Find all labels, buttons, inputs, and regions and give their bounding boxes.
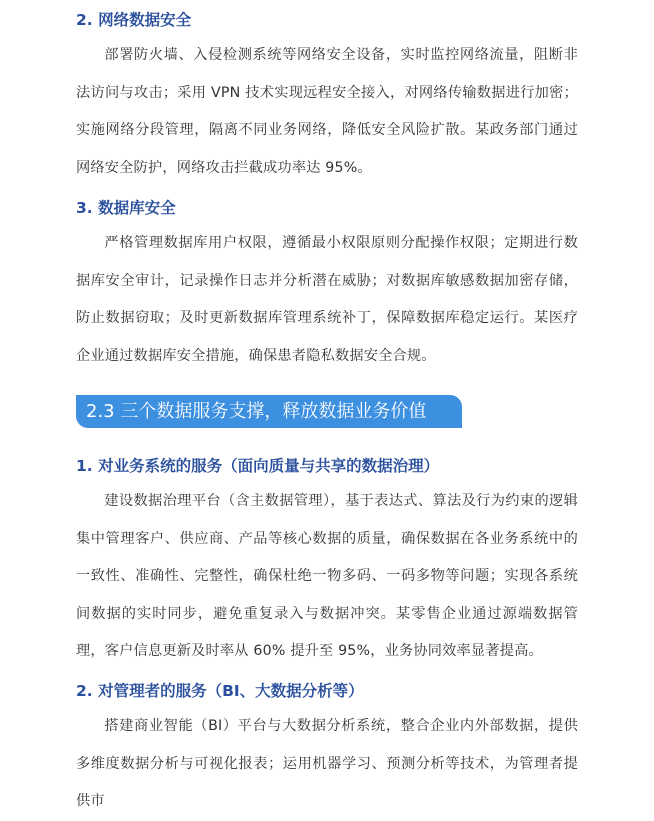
service-paragraph-business-systems: 建设数据治理平台（含主数据管理），基于表达式、算法及行为约束的逻辑集中管理客户、供应商、产品等核心数据的质量，确保数据在各业务系统中的一致性、准确性、完整性，确保杜绝一物多码、一码多物等问题；实现各系统间数据的实时同步，避免重复录入与数据冲突。某零售企业通过源端数据管理，客户信息更新及时率从 60% 提升至 95%，业务协同效率显著提高。 [76,493,578,659]
section-paragraph-database-security: 严格管理数据库用户权限，遵循最小权限原则分配操作权限；定期进行数据库安全审计，记录操作日志并分析潜在威胁；对数据库敏感数据加密存储，防止数据窃取；及时更新数据库管理系统补丁，保障数据库稳定运行。某医疗企业通过数据库安全措施，确保患者隐私数据安全合规。 [76,235,578,364]
section-banner [76,395,462,428]
section-paragraph-network-security: 部署防火墙、入侵检测系统等网络安全设备，实时监控网络流量，阻断非法访问与攻击；采用 VPN 技术实现远程安全接入，对网络传输数据进行加密；实施网络分段管理，隔离不同业务网络，降低安全风险扩散。某政务部门通过网络安全防护，网络攻击拦截成功率达 95%。 [76,47,578,176]
service-heading-managers: 2. 对管理者的服务（BI、大数据分析等） [76,682,364,700]
section-heading-network-security: 2. 网络数据安全 [76,11,192,29]
service-paragraph-managers: 搭建商业智能（BI）平台与大数据分析系统，整合企业内外部数据，提供多维度数据分析与可视化报表；运用机器学习、预测分析等技术，为管理者提供市 [76,718,578,809]
section-heading-database-security: 3. 数据库安全 [76,199,176,217]
service-heading-business-systems: 1. 对业务系统的服务（面向质量与共享的数据治理） [76,457,440,475]
section-banner-title: 2.3 三个数据服务支撑，释放数据业务价值 [86,401,427,422]
